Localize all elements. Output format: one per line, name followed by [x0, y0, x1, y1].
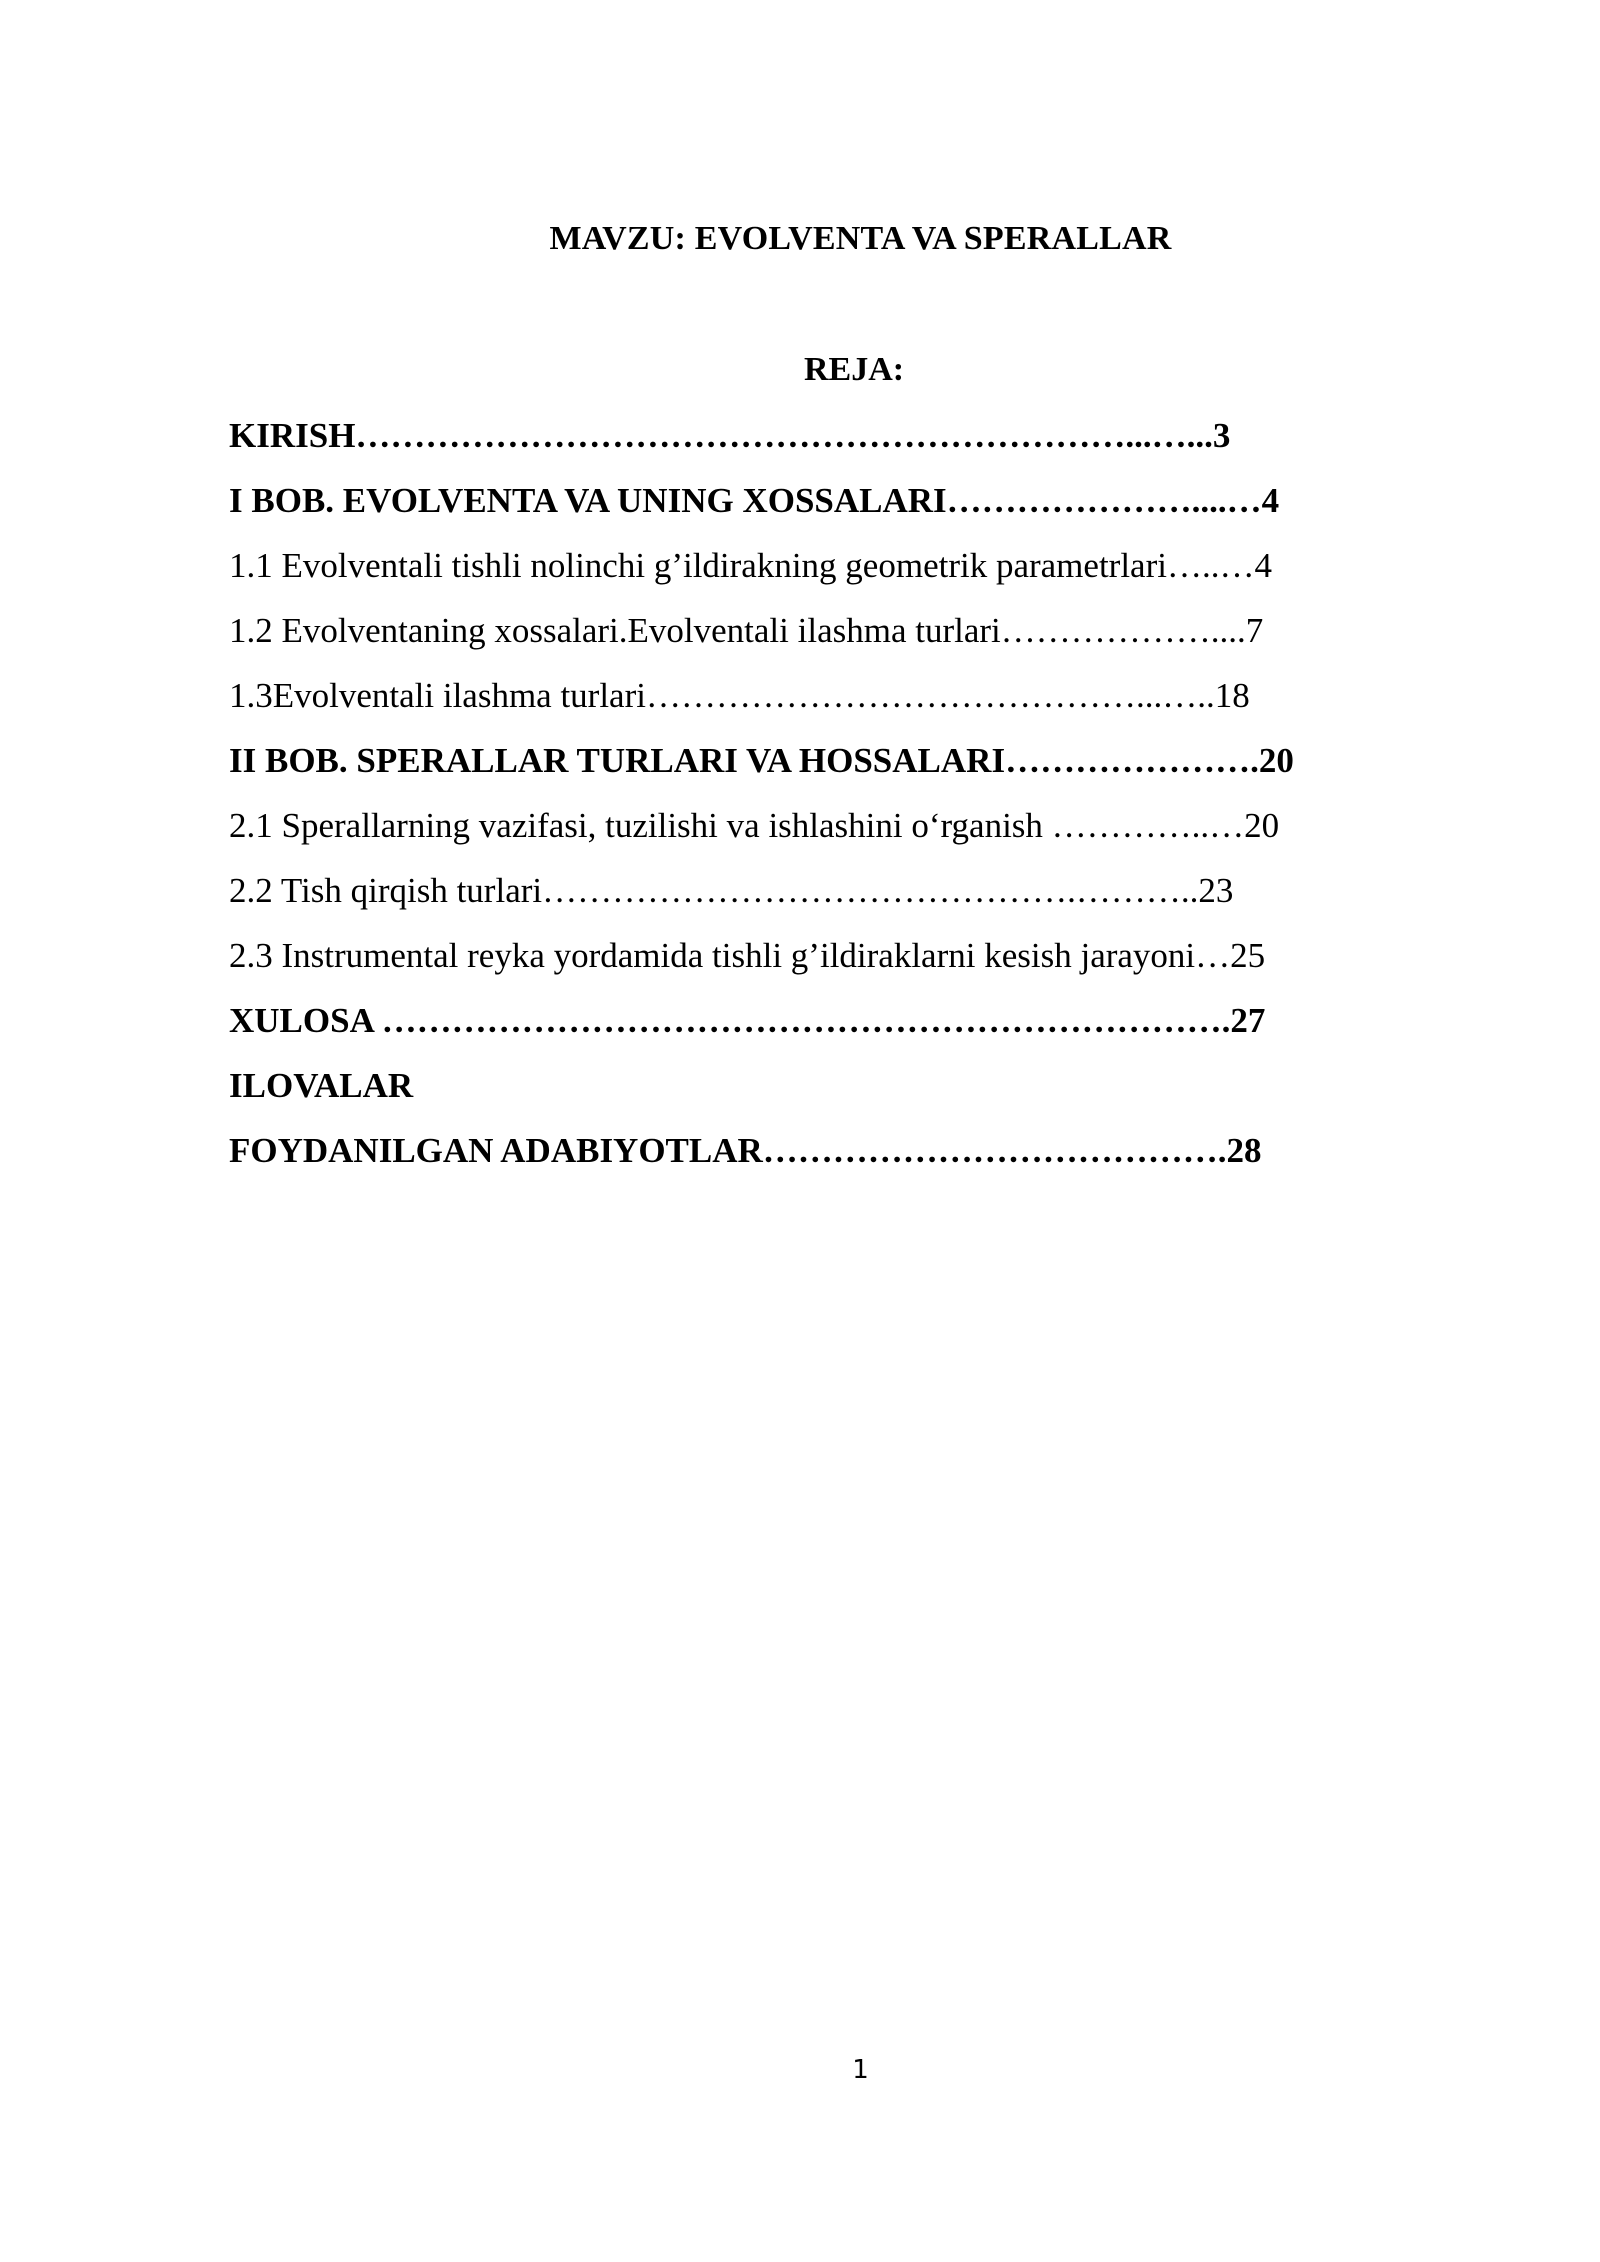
toc-entry-adabiyotlar: FOYDANILGAN ADABIYOTLAR………………………………….28 — [229, 1131, 1262, 1170]
toc-entry-2-3: 2.3 Instrumental reyka yordamida tishli g’ildiraklarni kesish jarayoni…25 — [229, 936, 1266, 975]
document-title: MAVZU: EVOLVENTA VA SPERALLAR — [549, 220, 1172, 257]
page-number: 1 — [852, 2055, 869, 2085]
toc-entry-kirish: KIRISH…………………………………………………………...…...3 — [229, 416, 1231, 455]
toc-entry-xulosa: XULOSA ……………………………………………………………….27 — [229, 1001, 1266, 1040]
toc-entry-2-1: 2.1 Sperallarning vazifasi, tuzilishi va ishlashini o‘rganish …………..…20 — [229, 806, 1280, 845]
toc-entry-chapter-1: I BOB. EVOLVENTA VA UNING XOSSALARI…………………....…4 — [229, 481, 1280, 520]
toc-entry-1-2: 1.2 Evolventaning xossalari.Evolventali ilashma turlari………………....7 — [229, 611, 1264, 650]
toc-entry-ilovalar: ILOVALAR — [229, 1066, 414, 1105]
toc-entry-2-2: 2.2 Tish qirqish turlari……………………………………….………..23 — [229, 871, 1234, 910]
plan-heading: REJA: — [804, 351, 905, 388]
toc-entry-1-3: 1.3Evolventali ilashma turlari……………………………………...…..18 — [229, 676, 1250, 715]
table-of-contents — [229, 414, 1409, 1194]
toc-entry-chapter-2: II BOB. SPERALLAR TURLARI VA HOSSALARI………………….20 — [229, 741, 1294, 780]
toc-entry-1-1: 1.1 Evolventali tishli nolinchi g’ildirakning geometrik parametrlari…..…4 — [229, 546, 1272, 585]
